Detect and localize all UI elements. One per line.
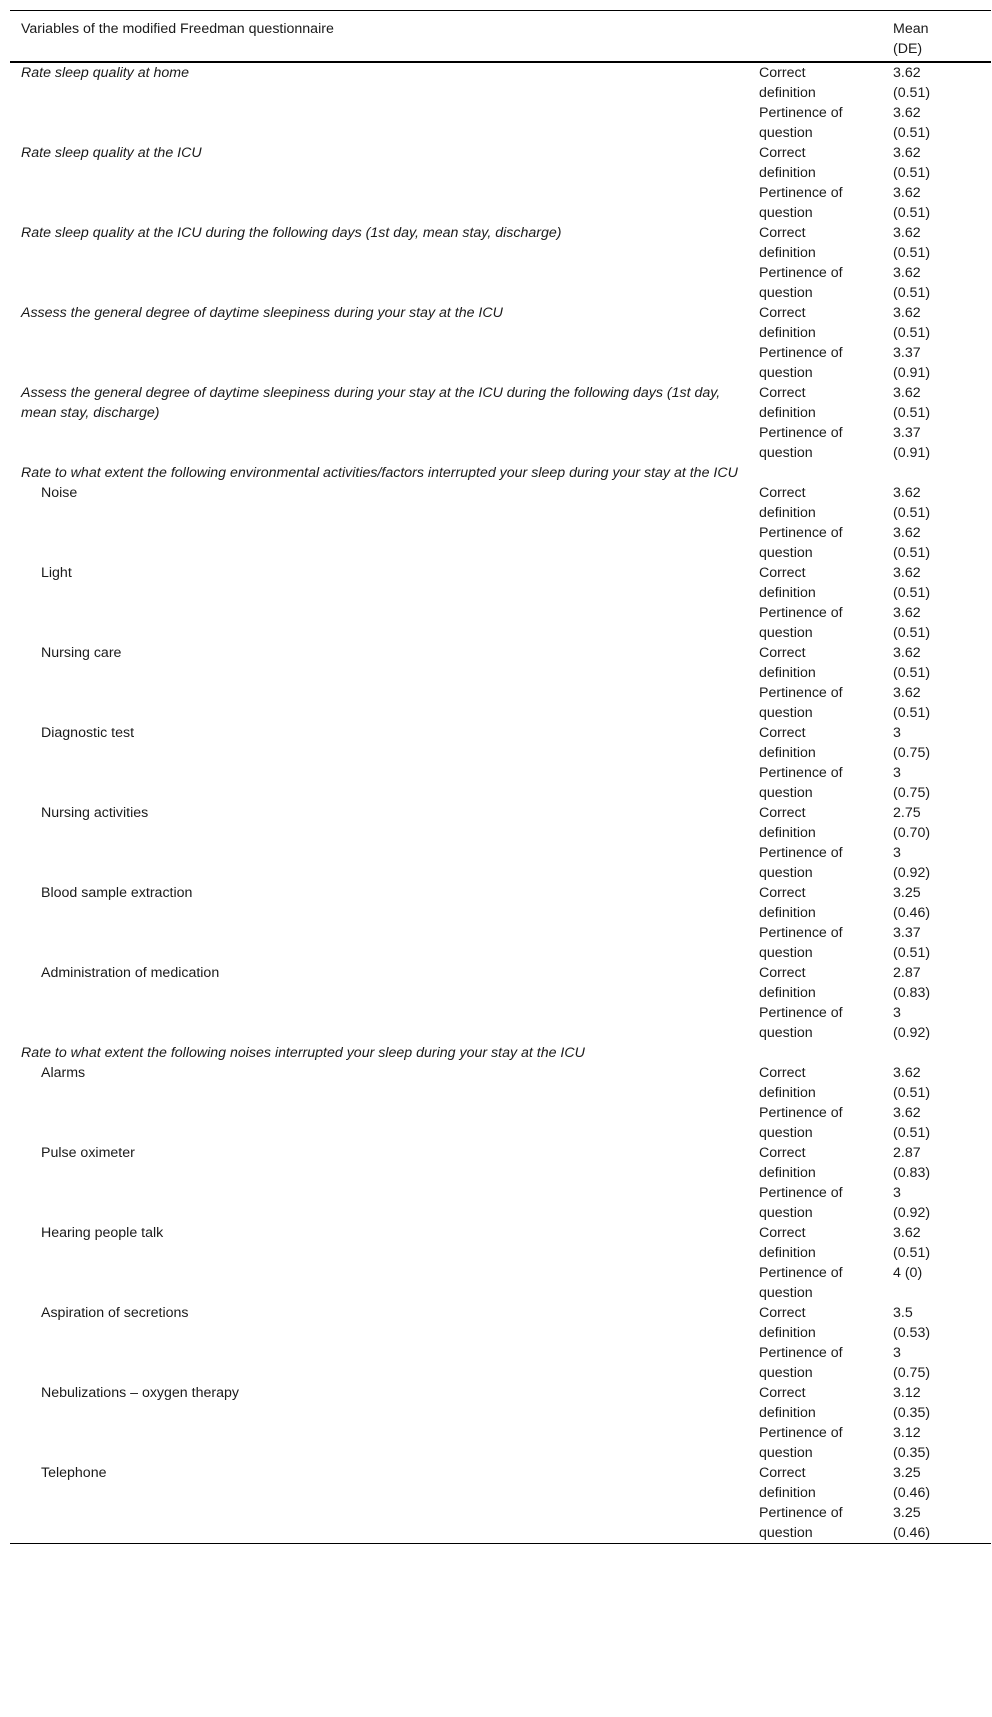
label-line1: Correct <box>759 1385 806 1401</box>
deviation-value: (0.92) <box>893 1205 931 1221</box>
label-line2: definition <box>759 1085 816 1101</box>
mean-value: 2.87 <box>893 1145 921 1161</box>
mean-value: 3.62 <box>893 685 921 701</box>
mean-correct-definition <box>885 1383 991 1423</box>
mean-value: 3.62 <box>893 485 921 501</box>
label-pertinence-question <box>751 263 885 303</box>
label-line1: Correct <box>759 645 806 661</box>
label-line1: Pertinence of <box>759 605 843 621</box>
mean-pertinence-question <box>885 683 991 723</box>
deviation-value: (0.35) <box>893 1445 931 1461</box>
mean-value: 3.62 <box>893 605 921 621</box>
label-line2: question <box>759 785 813 801</box>
table-row <box>10 1463 991 1503</box>
mean-pertinence-question <box>885 1263 991 1303</box>
label-line1: Correct <box>759 725 806 741</box>
label-line1: Correct <box>759 225 806 241</box>
deviation-value: (0.51) <box>893 625 931 641</box>
label-line2: question <box>759 865 813 881</box>
variable-name: Assess the general degree of daytime sleepiness during your stay at the ICU during the following days (1st day, mean stay, discharge) <box>21 385 721 421</box>
label-line2: question <box>759 545 813 561</box>
label-pertinence-question <box>751 1003 885 1043</box>
mean-correct-definition <box>885 803 991 843</box>
variable-name: Rate sleep quality at the ICU <box>21 145 202 161</box>
mean-value: 3 <box>893 845 901 861</box>
label-line1: Correct <box>759 805 806 821</box>
label-pertinence-question <box>751 183 885 223</box>
mean-pertinence-question <box>885 1183 991 1223</box>
label-line2: question <box>759 365 813 381</box>
label-line1: Pertinence of <box>759 425 843 441</box>
table-header <box>10 11 991 63</box>
table-row <box>10 223 991 263</box>
mean-correct-definition <box>885 223 991 263</box>
label-pertinence-question <box>751 1183 885 1223</box>
variable-name: Noise <box>41 485 78 501</box>
label-correct-definition <box>751 963 885 1003</box>
mean-value: 3 <box>893 1005 901 1021</box>
label-pertinence-question <box>751 103 885 143</box>
table-row <box>10 963 991 1003</box>
variable-name: Hearing people talk <box>41 1225 164 1241</box>
deviation-value: (0.51) <box>893 245 931 261</box>
variable-name: Alarms <box>41 1065 86 1081</box>
label-line1: Correct <box>759 65 806 81</box>
group-row <box>10 1043 991 1063</box>
mean-pertinence-question <box>885 1423 991 1463</box>
deviation-value: (0.51) <box>893 205 931 221</box>
mean-correct-definition <box>885 883 991 923</box>
label-line2: question <box>759 285 813 301</box>
table-row <box>10 1383 991 1423</box>
deviation-value: (0.70) <box>893 825 931 841</box>
label-pertinence-question <box>751 683 885 723</box>
label-line2: question <box>759 1525 813 1541</box>
variable-name: Rate sleep quality at home <box>21 65 189 81</box>
mean-value: 3.37 <box>893 345 921 361</box>
label-line2: definition <box>759 405 816 421</box>
mean-value: 3.62 <box>893 1065 921 1081</box>
table-row <box>10 1063 991 1103</box>
group-title: Rate to what extent the following environmental activities/factors interrupted your sleep during your stay at the ICU <box>21 465 738 481</box>
freedman-table <box>10 10 991 1544</box>
mean-value: 3.12 <box>893 1425 921 1441</box>
mean-pertinence-question <box>885 1503 991 1544</box>
mean-correct-definition <box>885 303 991 343</box>
label-pertinence-question <box>751 423 885 463</box>
deviation-value: (0.35) <box>893 1405 931 1421</box>
deviation-value: (0.51) <box>893 1245 931 1261</box>
deviation-value: (0.83) <box>893 985 931 1001</box>
deviation-value: (0.51) <box>893 165 931 181</box>
label-line1: Pertinence of <box>759 845 843 861</box>
label-line2: definition <box>759 1325 816 1341</box>
mean-value: 3.62 <box>893 565 921 581</box>
table-row <box>10 563 991 603</box>
header-row <box>10 11 991 63</box>
label-correct-definition <box>751 883 885 923</box>
label-pertinence-question <box>751 843 885 883</box>
mean-value: 3 <box>893 1345 901 1361</box>
deviation-value: (0.75) <box>893 745 931 761</box>
mean-value: 4 (0) <box>893 1265 923 1281</box>
deviation-value: (0.83) <box>893 1165 931 1181</box>
mean-pertinence-question <box>885 763 991 803</box>
mean-value: 3.25 <box>893 1505 921 1521</box>
deviation-value: (0.51) <box>893 285 931 301</box>
label-correct-definition <box>751 143 885 183</box>
group-title: Rate to what extent the following noises interrupted your sleep during your stay at the ICU <box>21 1045 585 1061</box>
mean-value: 3.62 <box>893 145 921 161</box>
mean-value: 3 <box>893 725 901 741</box>
label-line1: Correct <box>759 385 806 401</box>
label-line2: definition <box>759 325 816 341</box>
table-row <box>10 803 991 843</box>
mean-pertinence-question <box>885 523 991 563</box>
header-empty <box>751 11 885 63</box>
deviation-value: (0.51) <box>893 1085 931 1101</box>
mean-value: 3.62 <box>893 1225 921 1241</box>
mean-correct-definition <box>885 563 991 603</box>
label-line1: Pertinence of <box>759 1345 843 1361</box>
deviation-value: (0.91) <box>893 445 931 461</box>
label-line2: question <box>759 625 813 641</box>
label-line1: Correct <box>759 485 806 501</box>
mean-pertinence-question <box>885 103 991 143</box>
variable-name: Nebulizations – oxygen therapy <box>41 1385 239 1401</box>
deviation-value: (0.75) <box>893 1365 931 1381</box>
mean-correct-definition <box>885 963 991 1003</box>
label-line1: Pertinence of <box>759 1425 843 1441</box>
deviation-value: (0.51) <box>893 325 931 341</box>
mean-correct-definition <box>885 723 991 763</box>
deviation-value: (0.92) <box>893 865 931 881</box>
deviation-value: (0.51) <box>893 545 931 561</box>
label-line2: question <box>759 705 813 721</box>
mean-value: 3.37 <box>893 425 921 441</box>
label-line2: question <box>759 1125 813 1141</box>
label-pertinence-question <box>751 763 885 803</box>
label-line1: Pertinence of <box>759 1265 843 1281</box>
label-line2: definition <box>759 585 816 601</box>
deviation-value: (0.53) <box>893 1325 931 1341</box>
label-line1: Pertinence of <box>759 345 843 361</box>
label-line1: Correct <box>759 965 806 981</box>
label-correct-definition <box>751 1463 885 1503</box>
label-correct-definition <box>751 643 885 683</box>
mean-pertinence-question <box>885 1003 991 1043</box>
label-line2: definition <box>759 1245 816 1261</box>
mean-correct-definition <box>885 1063 991 1103</box>
mean-pertinence-question <box>885 843 991 883</box>
label-pertinence-question <box>751 343 885 383</box>
label-line1: Pertinence of <box>759 525 843 541</box>
mean-pertinence-question <box>885 423 991 463</box>
mean-correct-definition <box>885 483 991 523</box>
deviation-value: (0.92) <box>893 1025 931 1041</box>
mean-pertinence-question <box>885 183 991 223</box>
label-line2: definition <box>759 825 816 841</box>
mean-value: 3.25 <box>893 1465 921 1481</box>
label-correct-definition <box>751 223 885 263</box>
deviation-value: (0.51) <box>893 405 931 421</box>
deviation-value: (0.51) <box>893 705 931 721</box>
header-mean-line1: Mean <box>893 21 929 37</box>
table-row <box>10 1143 991 1183</box>
mean-correct-definition <box>885 1143 991 1183</box>
mean-value: 3.5 <box>893 1305 913 1321</box>
label-line2: definition <box>759 245 816 261</box>
label-line2: question <box>759 1205 813 1221</box>
group-row <box>10 463 991 483</box>
mean-value: 3.62 <box>893 265 921 281</box>
label-line1: Correct <box>759 885 806 901</box>
variable-name: Telephone <box>41 1465 107 1481</box>
label-correct-definition <box>751 1143 885 1183</box>
table-body <box>10 62 991 1544</box>
variable-name: Nursing care <box>41 645 122 661</box>
label-line1: Correct <box>759 565 806 581</box>
mean-value: 3 <box>893 765 901 781</box>
mean-pertinence-question <box>885 923 991 963</box>
mean-value: 3.62 <box>893 185 921 201</box>
variable-name: Rate sleep quality at the ICU during the following days (1st day, mean stay, discharge) <box>21 225 562 241</box>
label-pertinence-question <box>751 1103 885 1143</box>
deviation-value: (0.51) <box>893 665 931 681</box>
label-line1: Pertinence of <box>759 765 843 781</box>
header-mean-line2: (DE) <box>893 41 923 57</box>
label-correct-definition <box>751 62 885 103</box>
mean-correct-definition <box>885 1303 991 1343</box>
label-line1: Pertinence of <box>759 185 843 201</box>
label-line1: Correct <box>759 305 806 321</box>
label-line2: question <box>759 125 813 141</box>
label-line1: Pertinence of <box>759 1505 843 1521</box>
deviation-value: (0.51) <box>893 945 931 961</box>
mean-pertinence-question <box>885 1103 991 1143</box>
label-line1: Correct <box>759 1465 806 1481</box>
table-row <box>10 483 991 523</box>
variable-name: Administration of medication <box>41 965 220 981</box>
label-line1: Pertinence of <box>759 685 843 701</box>
mean-value: 3.37 <box>893 925 921 941</box>
table-row <box>10 1303 991 1343</box>
table-row <box>10 1223 991 1263</box>
label-line2: definition <box>759 165 816 181</box>
table-row <box>10 883 991 923</box>
mean-correct-definition <box>885 383 991 423</box>
variable-name: Nursing activities <box>41 805 149 821</box>
label-line2: question <box>759 445 813 461</box>
label-pertinence-question <box>751 1263 885 1303</box>
label-line1: Pertinence of <box>759 105 843 121</box>
mean-value: 3 <box>893 1185 901 1201</box>
mean-correct-definition <box>885 1223 991 1263</box>
mean-value: 2.75 <box>893 805 921 821</box>
label-correct-definition <box>751 1303 885 1343</box>
mean-correct-definition <box>885 143 991 183</box>
label-line1: Correct <box>759 1065 806 1081</box>
label-line1: Correct <box>759 1225 806 1241</box>
deviation-value: (0.51) <box>893 585 931 601</box>
deviation-value: (0.91) <box>893 365 931 381</box>
mean-value: 3.62 <box>893 525 921 541</box>
label-line1: Correct <box>759 145 806 161</box>
label-line2: definition <box>759 905 816 921</box>
mean-value: 3.62 <box>893 225 921 241</box>
mean-value: 3.25 <box>893 885 921 901</box>
table-row <box>10 643 991 683</box>
deviation-value: (0.51) <box>893 505 931 521</box>
label-line2: definition <box>759 1165 816 1181</box>
variable-name: Aspiration of secretions <box>41 1305 189 1321</box>
mean-pertinence-question <box>885 603 991 643</box>
label-line1: Pertinence of <box>759 925 843 941</box>
label-line1: Pertinence of <box>759 265 843 281</box>
mean-correct-definition <box>885 62 991 103</box>
label-line2: definition <box>759 745 816 761</box>
label-line2: definition <box>759 1405 816 1421</box>
mean-value: 3.12 <box>893 1385 921 1401</box>
label-line2: definition <box>759 85 816 101</box>
label-correct-definition <box>751 803 885 843</box>
label-line2: question <box>759 1365 813 1381</box>
label-pertinence-question <box>751 603 885 643</box>
mean-correct-definition <box>885 643 991 683</box>
deviation-value: (0.51) <box>893 85 931 101</box>
label-pertinence-question <box>751 923 885 963</box>
deviation-value: (0.46) <box>893 1525 931 1541</box>
label-correct-definition <box>751 303 885 343</box>
header-variables: Variables of the modified Freedman questionnaire <box>21 21 334 37</box>
label-line2: definition <box>759 505 816 521</box>
variable-name: Pulse oximeter <box>41 1145 135 1161</box>
table-row <box>10 723 991 763</box>
mean-value: 3.62 <box>893 65 921 81</box>
label-line1: Pertinence of <box>759 1185 843 1201</box>
label-pertinence-question <box>751 1343 885 1383</box>
table-row <box>10 383 991 423</box>
mean-value: 2.87 <box>893 965 921 981</box>
variable-name: Diagnostic test <box>41 725 135 741</box>
deviation-value: (0.75) <box>893 785 931 801</box>
mean-value: 3.62 <box>893 645 921 661</box>
label-line1: Pertinence of <box>759 1105 843 1121</box>
label-correct-definition <box>751 723 885 763</box>
label-line2: question <box>759 1285 813 1301</box>
label-line1: Correct <box>759 1145 806 1161</box>
mean-pertinence-question <box>885 263 991 303</box>
label-line2: question <box>759 205 813 221</box>
mean-value: 3.62 <box>893 105 921 121</box>
label-line2: definition <box>759 985 816 1001</box>
deviation-value: (0.51) <box>893 1125 931 1141</box>
label-correct-definition <box>751 1223 885 1263</box>
label-pertinence-question <box>751 1503 885 1544</box>
deviation-value: (0.46) <box>893 1485 931 1501</box>
variable-name: Assess the general degree of daytime sleepiness during your stay at the ICU <box>21 305 503 321</box>
label-pertinence-question <box>751 1423 885 1463</box>
label-line1: Correct <box>759 1305 806 1321</box>
label-line2: question <box>759 1025 813 1041</box>
table-row <box>10 303 991 343</box>
label-correct-definition <box>751 383 885 423</box>
mean-value: 3.62 <box>893 1105 921 1121</box>
variable-name: Blood sample extraction <box>41 885 193 901</box>
table-row <box>10 62 991 103</box>
deviation-value: (0.51) <box>893 125 931 141</box>
label-line1: Pertinence of <box>759 1005 843 1021</box>
header-mean <box>885 11 991 63</box>
label-line2: question <box>759 1445 813 1461</box>
deviation-value: (0.46) <box>893 905 931 921</box>
table-row <box>10 143 991 183</box>
label-line2: definition <box>759 665 816 681</box>
mean-pertinence-question <box>885 343 991 383</box>
mean-value: 3.62 <box>893 385 921 401</box>
label-correct-definition <box>751 1063 885 1103</box>
label-correct-definition <box>751 483 885 523</box>
label-pertinence-question <box>751 523 885 563</box>
mean-correct-definition <box>885 1463 991 1503</box>
label-correct-definition <box>751 563 885 603</box>
label-line2: definition <box>759 1485 816 1501</box>
label-correct-definition <box>751 1383 885 1423</box>
mean-value: 3.62 <box>893 305 921 321</box>
label-line2: question <box>759 945 813 961</box>
mean-pertinence-question <box>885 1343 991 1383</box>
variable-name: Light <box>41 565 72 581</box>
